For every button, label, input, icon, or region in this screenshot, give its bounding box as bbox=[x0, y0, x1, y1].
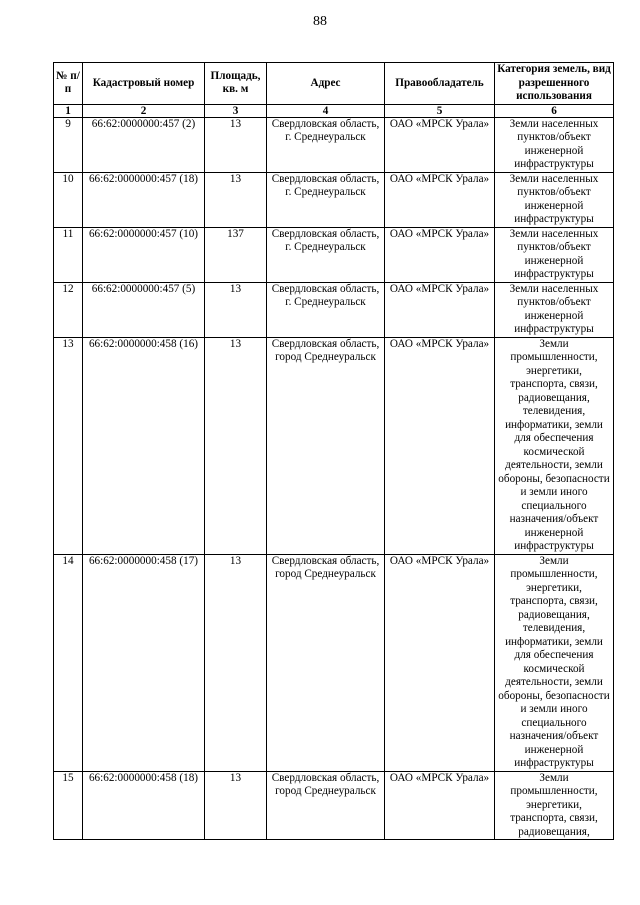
address: Свердловская область, г. Среднеуральск bbox=[267, 172, 385, 227]
area-value: 137 bbox=[205, 227, 267, 282]
land-category: Земли населенных пунктов/объект инженерной инфраструктуры bbox=[495, 282, 614, 337]
cadastral-number: 66:62:0000000:457 (10) bbox=[83, 227, 205, 282]
table-row bbox=[54, 337, 614, 554]
cadastral-number: 66:62:0000000:458 (17) bbox=[83, 554, 205, 771]
land-category: Земли промышленности, энергетики, транспорта, связи, радиовещания, bbox=[495, 771, 614, 840]
column-number: 6 bbox=[495, 104, 614, 117]
area-value: 13 bbox=[205, 172, 267, 227]
address: Свердловская область, город Среднеуральск bbox=[267, 771, 385, 840]
page-number: 88 bbox=[313, 14, 327, 29]
cadastral-number: 66:62:0000000:458 (18) bbox=[83, 771, 205, 840]
row-index: 9 bbox=[54, 117, 83, 172]
cadastral-number: 66:62:0000000:457 (2) bbox=[83, 117, 205, 172]
table-row bbox=[54, 227, 614, 282]
area-value: 13 bbox=[205, 282, 267, 337]
land-category: Земли промышленности, энергетики, транспорта, связи, радиовещания, телевидения, информатики, земли для обеспечения космической деятельности, земли обороны, безопасности и земли иного специального назначения/объект инженерной инфраструктуры bbox=[495, 554, 614, 771]
land-category: Земли населенных пунктов/объект инженерной инфраструктуры bbox=[495, 227, 614, 282]
row-index: 11 bbox=[54, 227, 83, 282]
column-number: 3 bbox=[205, 104, 267, 117]
header-address: Адрес bbox=[267, 63, 385, 105]
header-cadastral: Кадастровый номер bbox=[83, 63, 205, 105]
owner: ОАО «МРСК Урала» bbox=[385, 227, 495, 282]
land-category: Земли населенных пунктов/объект инженерной инфраструктуры bbox=[495, 117, 614, 172]
table-row bbox=[54, 172, 614, 227]
cadastral-number: 66:62:0000000:457 (5) bbox=[83, 282, 205, 337]
address: Свердловская область, г. Среднеуральск bbox=[267, 282, 385, 337]
column-number: 5 bbox=[385, 104, 495, 117]
owner: ОАО «МРСК Урала» bbox=[385, 554, 495, 771]
area-value: 13 bbox=[205, 117, 267, 172]
row-index: 14 bbox=[54, 554, 83, 771]
owner: ОАО «МРСК Урала» bbox=[385, 117, 495, 172]
address: Свердловская область, г. Среднеуральск bbox=[267, 117, 385, 172]
column-number: 4 bbox=[267, 104, 385, 117]
table-row bbox=[54, 771, 614, 840]
header-row bbox=[54, 63, 614, 105]
row-index: 15 bbox=[54, 771, 83, 840]
header-category: Категория земель, вид разрешенного использования bbox=[495, 63, 614, 105]
land-category: Земли промышленности, энергетики, транспорта, связи, радиовещания, телевидения, информатики, земли для обеспечения космической деятельности, земли обороны, безопасности и земли иного специального назначения/объект инженерной инфраструктуры bbox=[495, 337, 614, 554]
cadastral-number: 66:62:0000000:458 (16) bbox=[83, 337, 205, 554]
owner: ОАО «МРСК Урала» bbox=[385, 337, 495, 554]
column-number-row bbox=[54, 104, 614, 117]
header-index: № п/п bbox=[54, 63, 83, 105]
land-plots-table bbox=[53, 62, 614, 840]
address: Свердловская область, город Среднеуральск bbox=[267, 337, 385, 554]
address: Свердловская область, город Среднеуральск bbox=[267, 554, 385, 771]
table-row bbox=[54, 282, 614, 337]
row-index: 12 bbox=[54, 282, 83, 337]
column-number: 1 bbox=[54, 104, 83, 117]
land-category: Земли населенных пунктов/объект инженерной инфраструктуры bbox=[495, 172, 614, 227]
area-value: 13 bbox=[205, 337, 267, 554]
header-owner: Правообладатель bbox=[385, 63, 495, 105]
area-value: 13 bbox=[205, 554, 267, 771]
area-value: 13 bbox=[205, 771, 267, 840]
owner: ОАО «МРСК Урала» bbox=[385, 771, 495, 840]
table-row bbox=[54, 117, 614, 172]
owner: ОАО «МРСК Урала» bbox=[385, 282, 495, 337]
cadastral-number: 66:62:0000000:457 (18) bbox=[83, 172, 205, 227]
owner: ОАО «МРСК Урала» bbox=[385, 172, 495, 227]
row-index: 10 bbox=[54, 172, 83, 227]
row-index: 13 bbox=[54, 337, 83, 554]
address: Свердловская область, г. Среднеуральск bbox=[267, 227, 385, 282]
table-row bbox=[54, 554, 614, 771]
column-number: 2 bbox=[83, 104, 205, 117]
header-area: Площадь, кв. м bbox=[205, 63, 267, 105]
